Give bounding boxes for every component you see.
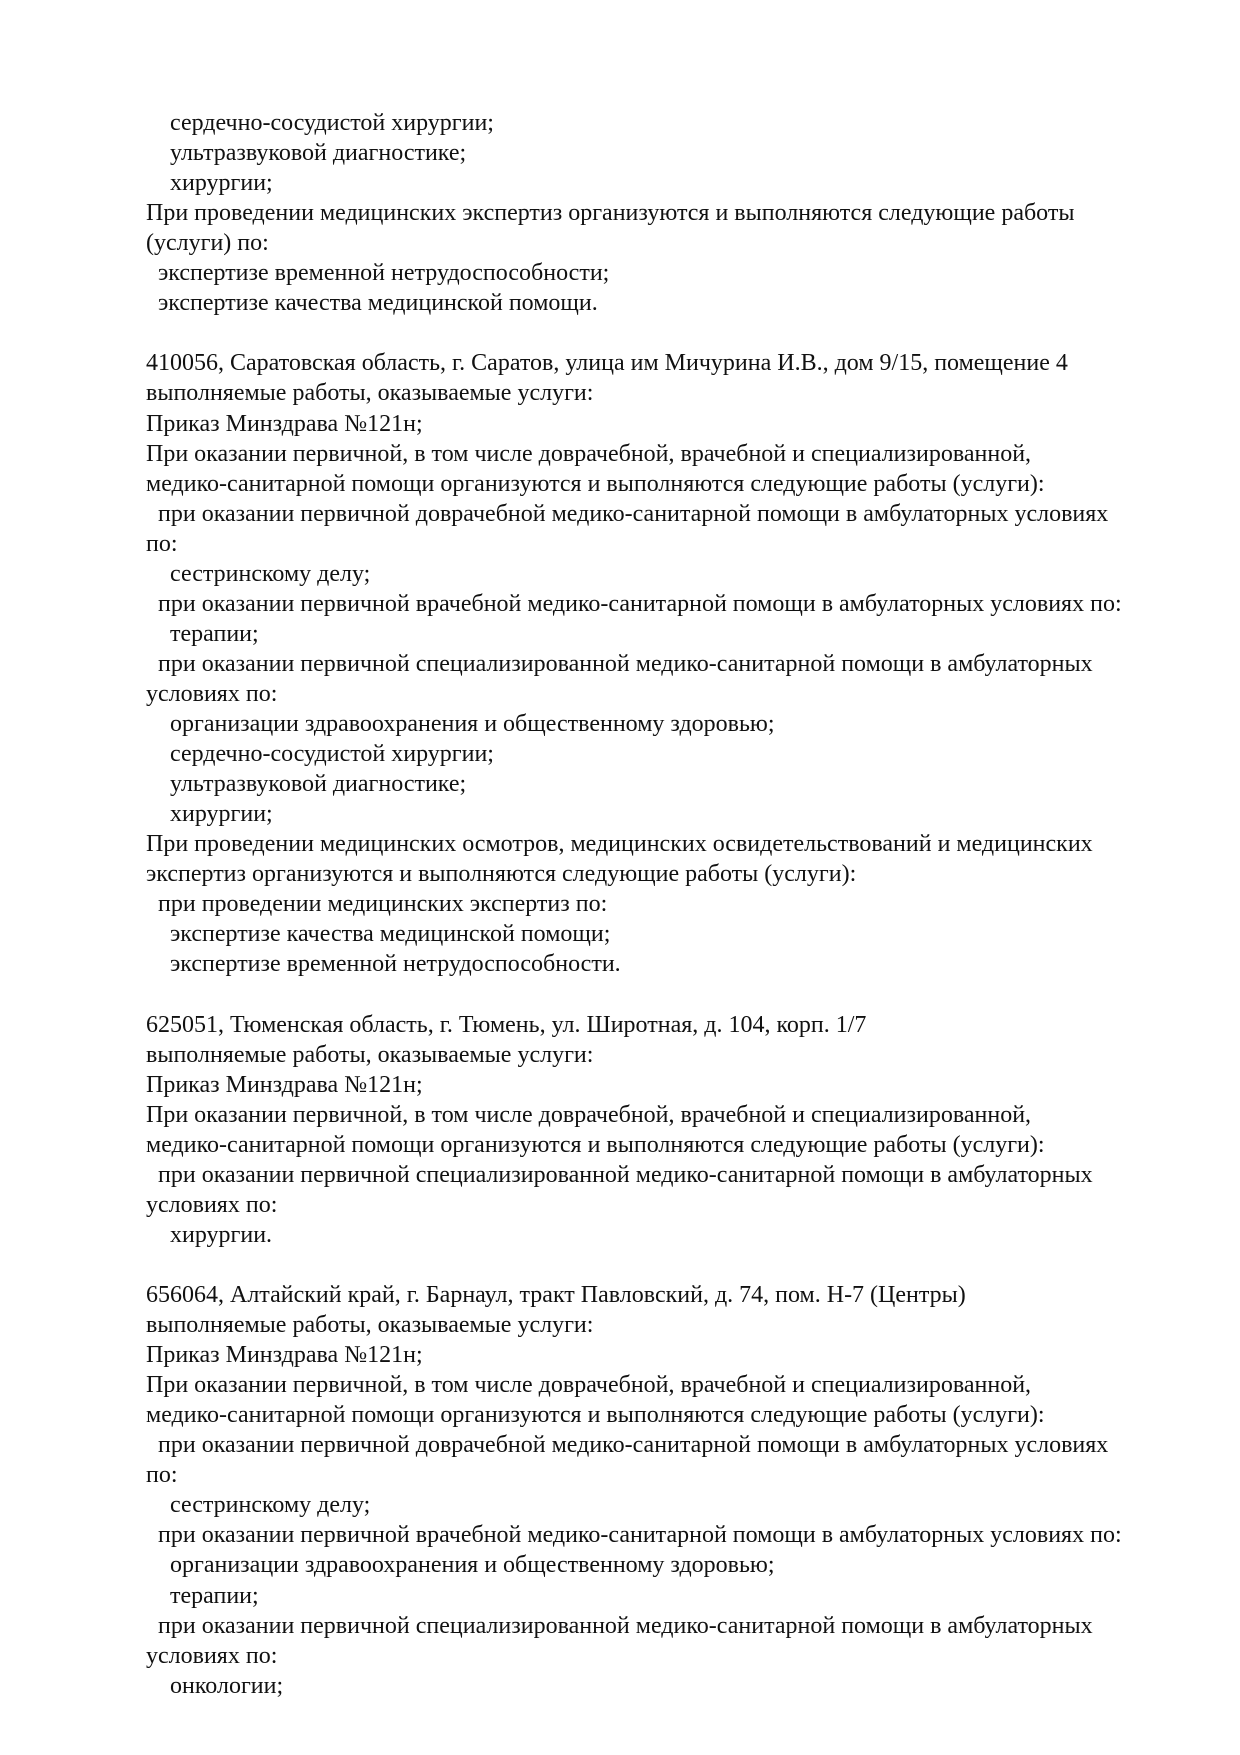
text-line: экспертиз организуются и выполняются следующие работы (услуги): — [146, 861, 857, 888]
text-line: экспертизе качества медицинской помощи. — [158, 290, 598, 317]
text-line: хирургии; — [170, 170, 273, 197]
text-line: При проведении медицинских экспертиз организуются и выполняются следующие работы — [146, 200, 1075, 227]
text-line: при оказании первичной специализированной медико-санитарной помощи в амбулаторных — [158, 650, 1093, 677]
text-line: по: — [146, 530, 178, 557]
text-line: организации здравоохранения и общественному здоровью; — [170, 711, 775, 737]
text-line: терапии; — [170, 1582, 259, 1609]
text-line: при оказании первичной специализированной медико-санитарной помощи в амбулаторных — [158, 1612, 1093, 1639]
text-line: условиях по: — [146, 681, 278, 707]
text-line: выполняемые работы, оказываемые услуги: — [146, 1312, 594, 1338]
text-line: сестринскому делу; — [170, 1492, 371, 1519]
text-line: организации здравоохранения и общественному здоровью; — [170, 1552, 775, 1579]
text-line: При оказании первичной, в том числе доврачебной, врачебной и специализированной, — [146, 1372, 1032, 1399]
text-line: При проведении медицинских осмотров, медицинских освидетельствований и медицинских — [146, 831, 1093, 858]
text-line: При оказании первичной, в том числе доврачебной, врачебной и специализированной, — [146, 440, 1032, 467]
text-line: при оказании первичной врачебной медико-санитарной помощи в амбулаторных условиях по: — [158, 590, 1122, 617]
text-line: условиях по: — [146, 1642, 278, 1669]
text-line: сестринскому делу; — [170, 560, 371, 587]
text-line: сердечно-сосудистой хирургии; — [170, 110, 494, 136]
text-line: 410056, Саратовская область, г. Саратов, улица им Мичурина И.В., дом 9/15, помещение 4 — [146, 350, 1068, 377]
text-line: при проведении медицинских экспертиз по: — [158, 891, 608, 918]
text-line: экспертизе временной нетрудоспособности. — [170, 951, 621, 978]
text-line: (услуги) по: — [146, 230, 269, 257]
text-line: условиях по: — [146, 1191, 278, 1218]
text-line: хирургии; — [170, 801, 273, 828]
text-line: при оказании первичной врачебной медико-санитарной помощи в амбулаторных условиях по: — [158, 1522, 1122, 1549]
text-line: по: — [146, 1462, 178, 1489]
text-line: медико-санитарной помощи организуются и выполняются следующие работы (услуги): — [146, 1402, 1045, 1429]
text-line: 656064, Алтайский край, г. Барнаул, тракт Павловский, д. 74, пом. Н-7 (Центры) — [146, 1282, 966, 1308]
text-line: экспертизе качества медицинской помощи; — [170, 921, 611, 948]
text-line: при оказании первичной доврачебной медико-санитарной помощи в амбулаторных условиях — [158, 500, 1109, 527]
text-line: при оказании первичной специализированной медико-санитарной помощи в амбулаторных — [158, 1161, 1093, 1188]
text-line: онкологии; — [170, 1672, 284, 1699]
text-line: Приказ Минздрава №121н; — [146, 410, 423, 437]
text-line: выполняемые работы, оказываемые услуги: — [146, 1041, 594, 1068]
text-line: медико-санитарной помощи организуются и выполняются следующие работы (услуги): — [146, 470, 1045, 497]
text-line: выполняемые работы, оказываемые услуги: — [146, 380, 594, 407]
text-line: сердечно-сосудистой хирургии; — [170, 741, 494, 768]
text-line: При оказании первичной, в том числе доврачебной, врачебной и специализированной, — [146, 1101, 1032, 1128]
text-line: 625051, Тюменская область, г. Тюмень, ул. Широтная, д. 104, корп. 1/7 — [146, 1011, 867, 1038]
text-line: Приказ Минздрава №121н; — [146, 1071, 423, 1098]
text-line: экспертизе временной нетрудоспособности; — [158, 260, 610, 287]
text-line: хирургии. — [170, 1221, 273, 1248]
text-line: терапии; — [170, 620, 259, 647]
text-line: ультразвуковой диагностике; — [170, 771, 467, 798]
text-line: Приказ Минздрава №121н; — [146, 1342, 423, 1368]
text-line: при оказании первичной доврачебной медико-санитарной помощи в амбулаторных условиях — [158, 1432, 1109, 1459]
text-line: медико-санитарной помощи организуются и выполняются следующие работы (услуги): — [146, 1131, 1045, 1158]
text-line: ультразвуковой диагностике; — [170, 140, 467, 167]
